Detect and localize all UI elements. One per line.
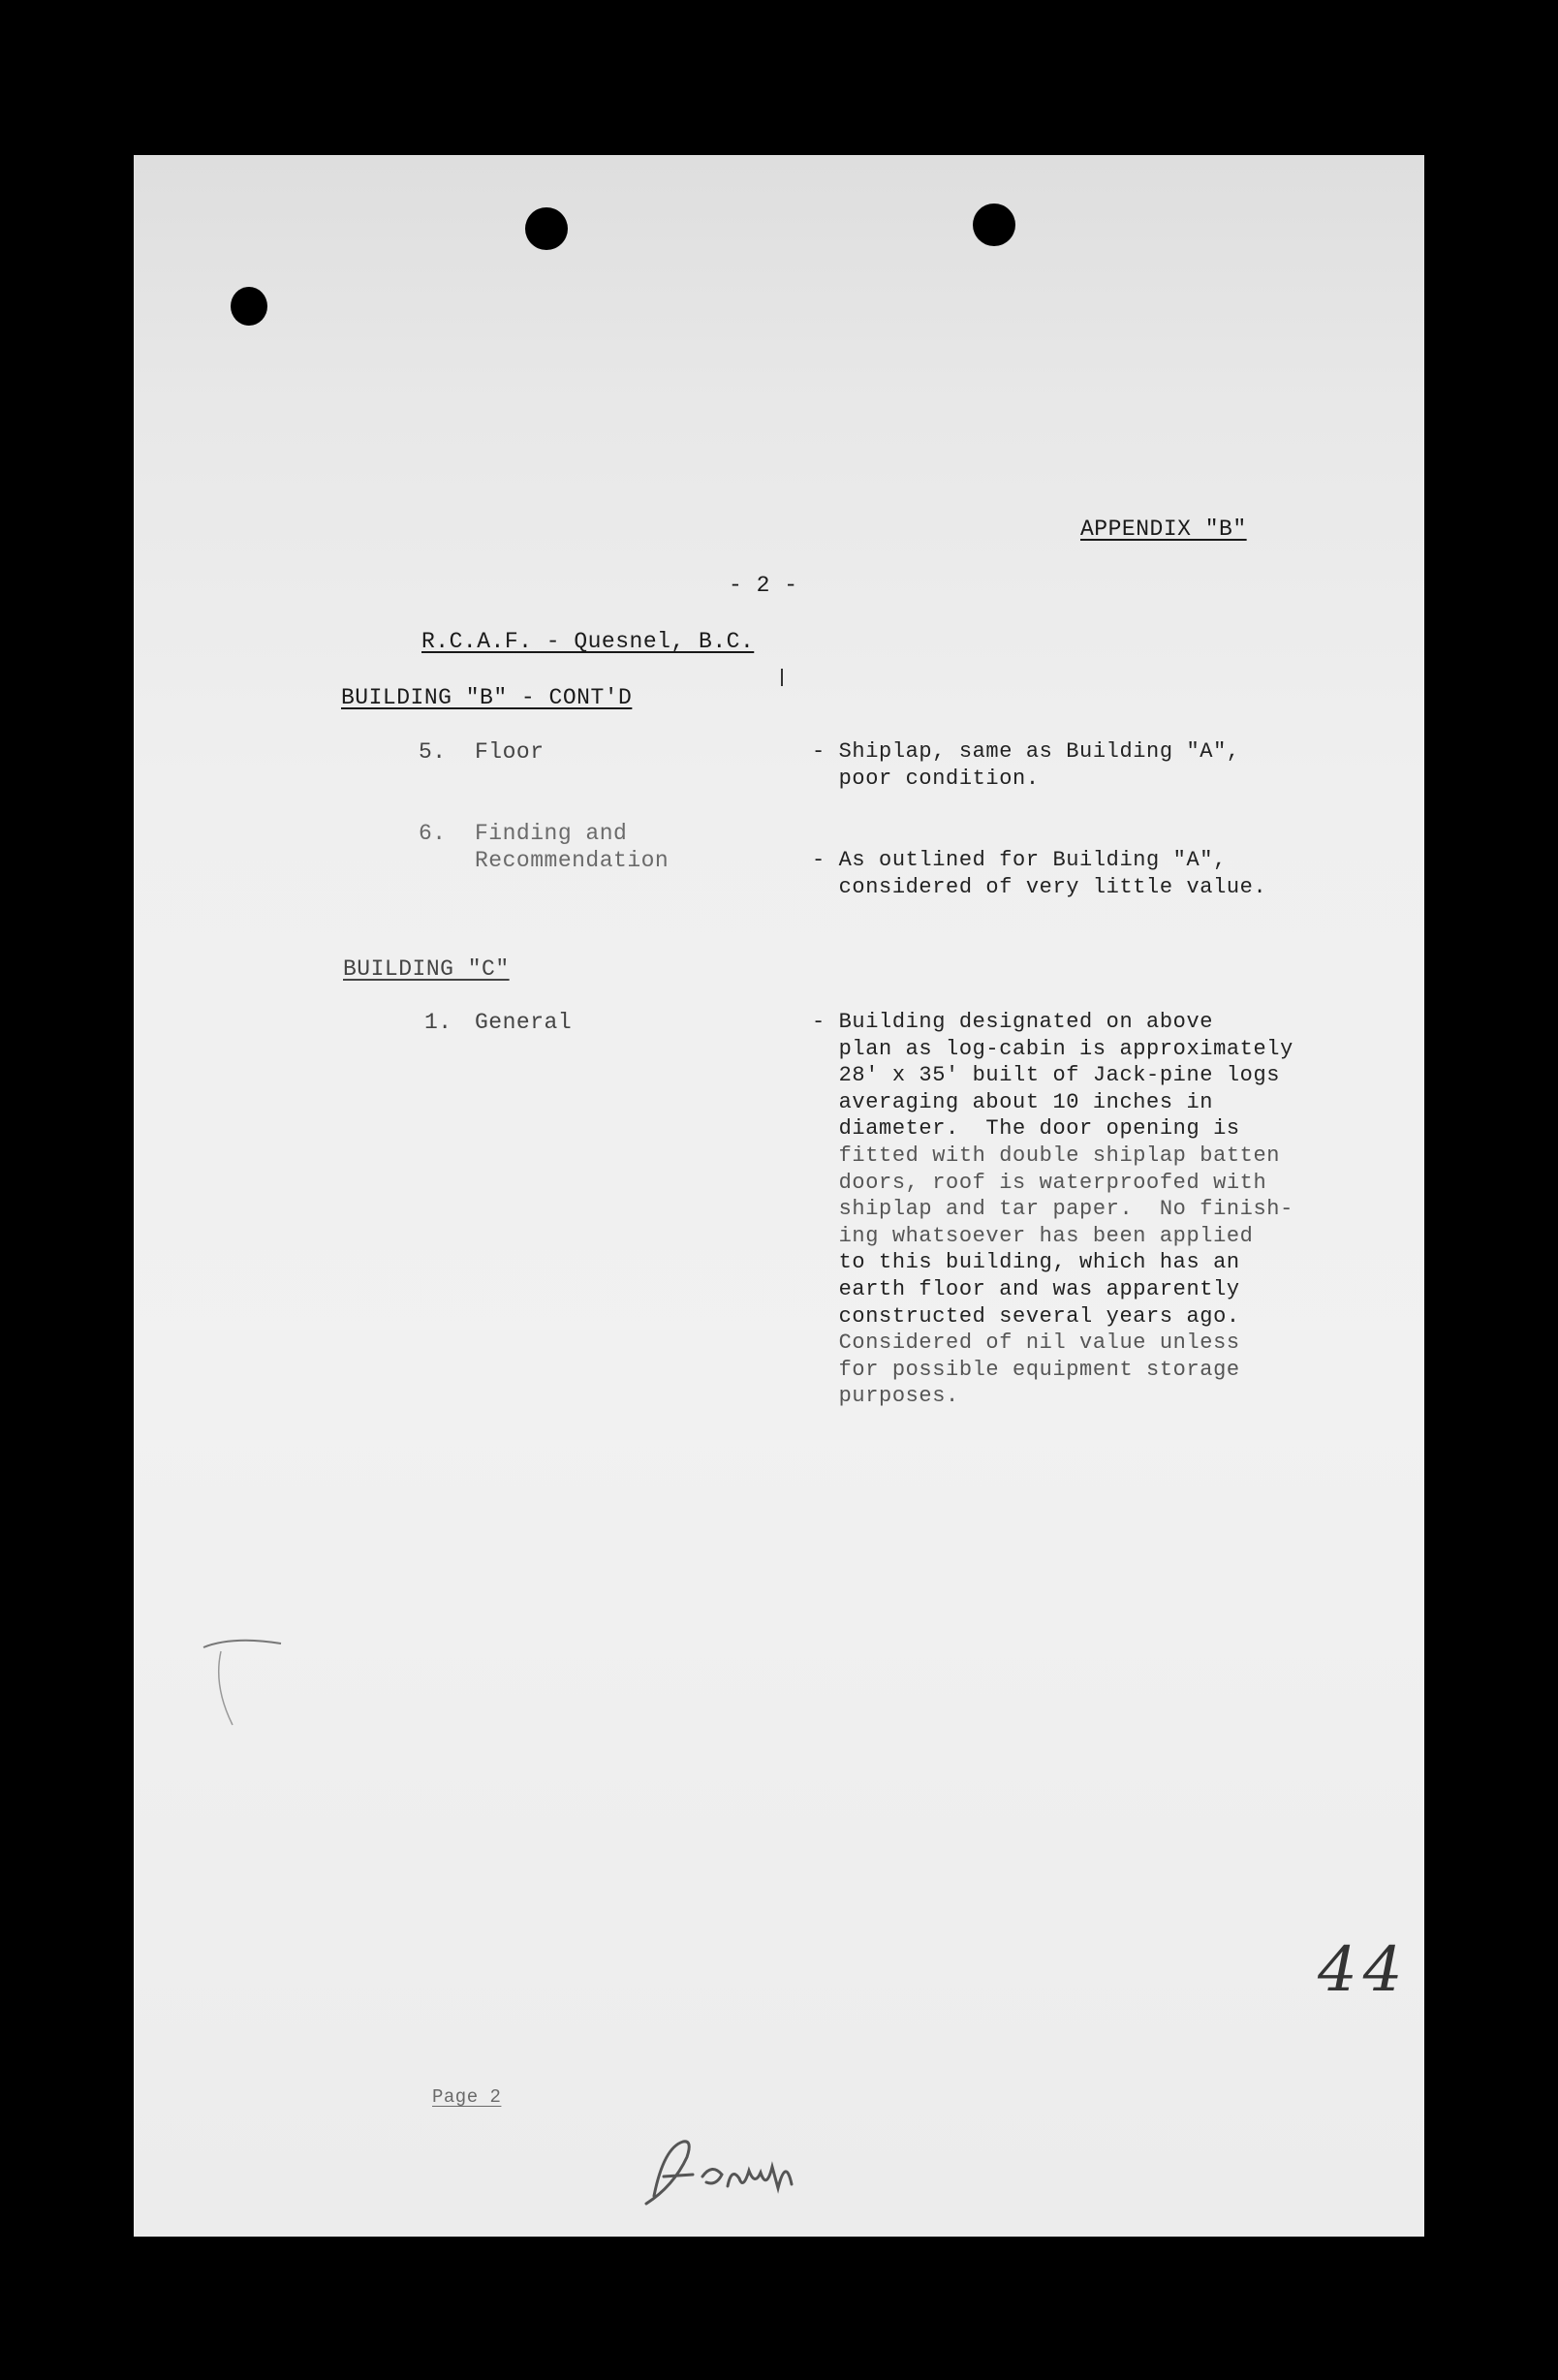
description-line: constructed several years ago. (812, 1303, 1240, 1329)
description-line: diameter. The door opening is (812, 1116, 1240, 1142)
item-description (812, 1009, 1325, 1410)
item-label: Recommendation (475, 848, 670, 873)
item-label: Floor (475, 739, 545, 765)
description-line: earth floor and was apparently (812, 1276, 1240, 1301)
item-label: General (475, 1010, 573, 1035)
description-line: considered of very little value. (812, 874, 1267, 899)
item-number: 6. (419, 821, 447, 846)
handwritten-page-number: 44 (1318, 1934, 1409, 2006)
description-line: - Building designated on above (812, 1010, 1214, 1034)
description-line: fitted with double shiplap batten (812, 1143, 1281, 1168)
item-label: Finding and (475, 821, 628, 846)
description-line: Considered of nil value unless (812, 1331, 1240, 1356)
description-line: poor condition. (812, 766, 1040, 791)
section-c-heading: BUILDING "C" (343, 956, 510, 982)
punch-hole (525, 207, 568, 250)
description-line: averaging about 10 inches in (812, 1089, 1214, 1114)
description-line: plan as log-cabin is approximately (812, 1036, 1293, 1061)
description-line: doors, roof is waterproofed with (812, 1170, 1267, 1195)
item-number: 5. (419, 739, 447, 765)
section-b-heading: BUILDING "B" - CONT'D (341, 685, 633, 710)
description-line: for possible equipment storage (812, 1357, 1240, 1382)
description-line: ing whatsoever has been applied (812, 1223, 1254, 1248)
description-line: purposes. (812, 1384, 959, 1409)
footer-page-label: Page 2 (432, 2086, 502, 2108)
description-line: to this building, which has an (812, 1250, 1240, 1275)
punch-hole (973, 204, 1015, 246)
item-number: 1. (424, 1010, 452, 1035)
item-description (812, 738, 1325, 792)
margin-scribble (194, 1628, 291, 1744)
description-line: - Shiplap, same as Building "A", (812, 739, 1240, 764)
stray-mark (781, 669, 783, 686)
page-marker: - 2 - (729, 573, 798, 598)
description-line: - As outlined for Building "A", (812, 848, 1227, 872)
punch-hole (231, 287, 267, 326)
description-line: 28' x 35' built of Jack-pine logs (812, 1063, 1281, 1088)
item-description (812, 847, 1325, 900)
handwritten-initials (635, 2128, 819, 2215)
location-heading: R.C.A.F. - Quesnel, B.C. (421, 629, 755, 654)
appendix-label: APPENDIX "B" (1080, 517, 1247, 542)
description-line: shiplap and tar paper. No finish- (812, 1197, 1293, 1222)
